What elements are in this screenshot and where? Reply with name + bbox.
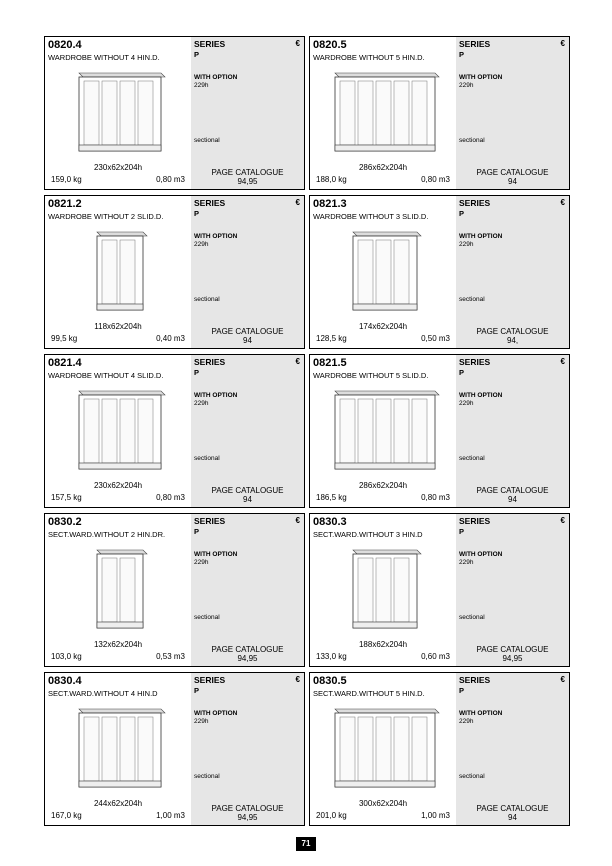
wardrobe-illustration [65,703,175,795]
product-card [309,672,570,826]
series-panel [191,514,304,666]
page-catalogue-value: 94,95 [237,654,258,663]
wardrobe-illustration [330,703,440,795]
option-value: 229h [194,559,209,566]
option-value: 229h [459,400,474,407]
page-catalogue-label: PAGE CATALOGUE [211,804,284,813]
product-code: 0821.5 [313,357,347,369]
page-catalogue-value: 94,95 [237,813,258,822]
series-value: P [194,527,200,536]
product-weight: 103,0 kg [51,652,82,661]
product-code: 0821.4 [48,357,82,369]
series-label: SERIES [194,198,226,208]
option-value: 229h [459,241,474,248]
wardrobe-illustration [330,67,440,159]
wardrobe-icon [330,544,440,636]
euro-icon: € [560,39,565,48]
sectional-label: sectional [194,137,220,144]
page-catalogue [191,168,304,186]
sectional-label: sectional [194,296,220,303]
page-catalogue-label: PAGE CATALOGUE [211,327,284,336]
wardrobe-icon [65,67,175,159]
page-catalogue-value: 94,95 [502,654,523,663]
product-card [309,513,570,667]
page-catalogue-label: PAGE CATALOGUE [476,168,549,177]
product-weight: 159,0 kg [51,175,82,184]
product-card [44,354,305,508]
product-code: 0821.3 [313,198,347,210]
wardrobe-icon [65,544,175,636]
with-option-label: WITH OPTION [459,74,503,81]
product-info [45,196,191,348]
product-info [310,355,456,507]
sectional-label: sectional [459,296,485,303]
series-label: SERIES [194,675,226,685]
product-code: 0820.5 [313,39,347,51]
product-code: 0830.3 [313,516,347,528]
product-description: WARDROBE WITHOUT 3 SLID.D. [313,212,429,221]
product-volume: 0,53 m3 [156,652,185,661]
euro-icon: € [560,516,565,525]
page-number: 71 [296,837,316,851]
page-catalogue [456,486,569,504]
series-value: P [194,686,200,695]
wardrobe-icon [330,226,440,318]
series-panel [191,355,304,507]
product-volume: 1,00 m3 [156,811,185,820]
product-volume: 0,50 m3 [421,334,450,343]
option-value: 229h [194,241,209,248]
wardrobe-icon [65,226,175,318]
wardrobe-illustration [65,226,175,318]
wardrobe-icon [65,703,175,795]
product-code: 0830.5 [313,675,347,687]
series-label: SERIES [459,357,491,367]
product-description: WARDROBE WITHOUT 4 HIN.D. [48,53,160,62]
series-label: SERIES [459,39,491,49]
series-value: P [459,686,465,695]
product-dimensions: 230x62x204h [93,481,143,490]
product-info [45,673,191,825]
series-value: P [459,209,465,218]
option-value: 229h [194,718,209,725]
product-description: SECT.WARD.WITHOUT 3 HIN.D [313,530,423,539]
series-label: SERIES [459,516,491,526]
product-card [44,36,305,190]
wardrobe-illustration [65,385,175,477]
with-option-label: WITH OPTION [459,233,503,240]
product-info [45,355,191,507]
page-catalogue-label: PAGE CATALOGUE [476,804,549,813]
product-volume: 0,80 m3 [156,175,185,184]
page-catalogue-label: PAGE CATALOGUE [211,168,284,177]
series-value: P [194,209,200,218]
series-panel [456,673,569,825]
page-catalogue-label: PAGE CATALOGUE [211,486,284,495]
option-value: 229h [459,82,474,89]
product-weight: 167,0 kg [51,811,82,820]
sectional-label: sectional [459,614,485,621]
product-volume: 0,80 m3 [156,493,185,502]
product-card [44,195,305,349]
sectional-label: sectional [194,773,220,780]
product-card [44,672,305,826]
option-value: 229h [459,559,474,566]
wardrobe-illustration [330,226,440,318]
page-catalogue-value: 94,95 [237,177,258,186]
page-catalogue [456,645,569,663]
series-panel [191,673,304,825]
wardrobe-illustration [65,67,175,159]
product-description: WARDROBE WITHOUT 5 SLID.D. [313,371,429,380]
euro-icon: € [560,198,565,207]
page-catalogue [191,645,304,663]
product-volume: 1,00 m3 [421,811,450,820]
page-catalogue-value: 94 [243,495,252,504]
page-catalogue-value: 94 [508,177,517,186]
sectional-label: sectional [459,455,485,462]
product-dimensions: 300x62x204h [358,799,408,808]
product-info [310,196,456,348]
series-panel [456,196,569,348]
series-label: SERIES [194,39,226,49]
product-info [45,37,191,189]
page-catalogue-value: 94, [506,336,519,345]
product-weight: 188,0 kg [316,175,347,184]
product-card [309,195,570,349]
with-option-label: WITH OPTION [194,392,238,399]
product-description: WARDROBE WITHOUT 2 SLID.D. [48,212,164,221]
series-label: SERIES [459,198,491,208]
euro-icon: € [560,675,565,684]
wardrobe-illustration [330,385,440,477]
product-card [44,513,305,667]
product-description: SECT.WARD.WITHOUT 4 HIN.D [48,689,158,698]
product-code: 0821.2 [48,198,82,210]
product-description: SECT.WARD.WITHOUT 5 HIN.D. [313,689,425,698]
series-panel [456,514,569,666]
product-info [45,514,191,666]
page-catalogue-label: PAGE CATALOGUE [211,645,284,654]
product-weight: 128,5 kg [316,334,347,343]
product-description: WARDROBE WITHOUT 4 SLID.D. [48,371,164,380]
euro-icon: € [560,357,565,366]
with-option-label: WITH OPTION [194,233,238,240]
product-info [310,673,456,825]
sectional-label: sectional [459,773,485,780]
product-card [309,354,570,508]
with-option-label: WITH OPTION [459,551,503,558]
product-description: WARDROBE WITHOUT 5 HIN.D. [313,53,425,62]
sectional-label: sectional [194,455,220,462]
with-option-label: WITH OPTION [194,74,238,81]
with-option-label: WITH OPTION [194,710,238,717]
option-value: 229h [194,82,209,89]
product-code: 0830.2 [48,516,82,528]
series-panel [191,37,304,189]
page-catalogue [456,327,569,345]
euro-icon: € [295,516,300,525]
product-dimensions: 286x62x204h [358,481,408,490]
product-weight: 201,0 kg [316,811,347,820]
page-catalogue-value: 94 [508,813,517,822]
product-info [310,37,456,189]
with-option-label: WITH OPTION [194,551,238,558]
series-value: P [194,50,200,59]
product-volume: 0,60 m3 [421,652,450,661]
product-dimensions: 286x62x204h [358,163,408,172]
product-code: 0820.4 [48,39,82,51]
wardrobe-illustration [330,544,440,636]
sectional-label: sectional [194,614,220,621]
with-option-label: WITH OPTION [459,392,503,399]
option-value: 229h [194,400,209,407]
series-label: SERIES [459,675,491,685]
product-dimensions: 188x62x204h [358,640,408,649]
euro-icon: € [295,357,300,366]
wardrobe-icon [330,703,440,795]
page-catalogue [191,327,304,345]
product-weight: 157,5 kg [51,493,82,502]
with-option-label: WITH OPTION [459,710,503,717]
page-catalogue-value: 94 [243,336,252,345]
product-card [309,36,570,190]
product-dimensions: 174x62x204h [358,322,408,331]
product-weight: 186,5 kg [316,493,347,502]
wardrobe-icon [330,67,440,159]
product-weight: 133,0 kg [316,652,347,661]
product-dimensions: 244x62x204h [93,799,143,808]
wardrobe-illustration [65,544,175,636]
page-catalogue [191,804,304,822]
page-catalogue-label: PAGE CATALOGUE [476,486,549,495]
series-value: P [459,368,465,377]
product-dimensions: 118x62x204h [94,322,142,331]
product-weight: 99,5 kg [51,334,78,343]
page-catalogue-value: 94 [508,495,517,504]
series-panel [456,37,569,189]
series-panel [456,355,569,507]
euro-icon: € [295,198,300,207]
wardrobe-icon [65,385,175,477]
page-catalogue-label: PAGE CATALOGUE [476,327,549,336]
product-volume: 0,80 m3 [421,175,450,184]
product-dimensions: 132x62x204h [93,640,143,649]
page-catalogue [456,168,569,186]
product-volume: 0,80 m3 [421,493,450,502]
page-catalogue [191,486,304,504]
product-volume: 0,40 m3 [156,334,185,343]
product-code: 0830.4 [48,675,82,687]
series-value: P [459,50,465,59]
euro-icon: € [295,39,300,48]
series-value: P [459,527,465,536]
sectional-label: sectional [459,137,485,144]
series-value: P [194,368,200,377]
product-description: SECT.WARD.WITHOUT 2 HIN.DR. [48,530,166,539]
page-catalogue-label: PAGE CATALOGUE [476,645,549,654]
series-panel [191,196,304,348]
wardrobe-icon [330,385,440,477]
page-catalogue [456,804,569,822]
series-label: SERIES [194,516,226,526]
euro-icon: € [295,675,300,684]
series-label: SERIES [194,357,226,367]
product-dimensions: 230x62x204h [93,163,143,172]
product-info [310,514,456,666]
option-value: 229h [459,718,474,725]
